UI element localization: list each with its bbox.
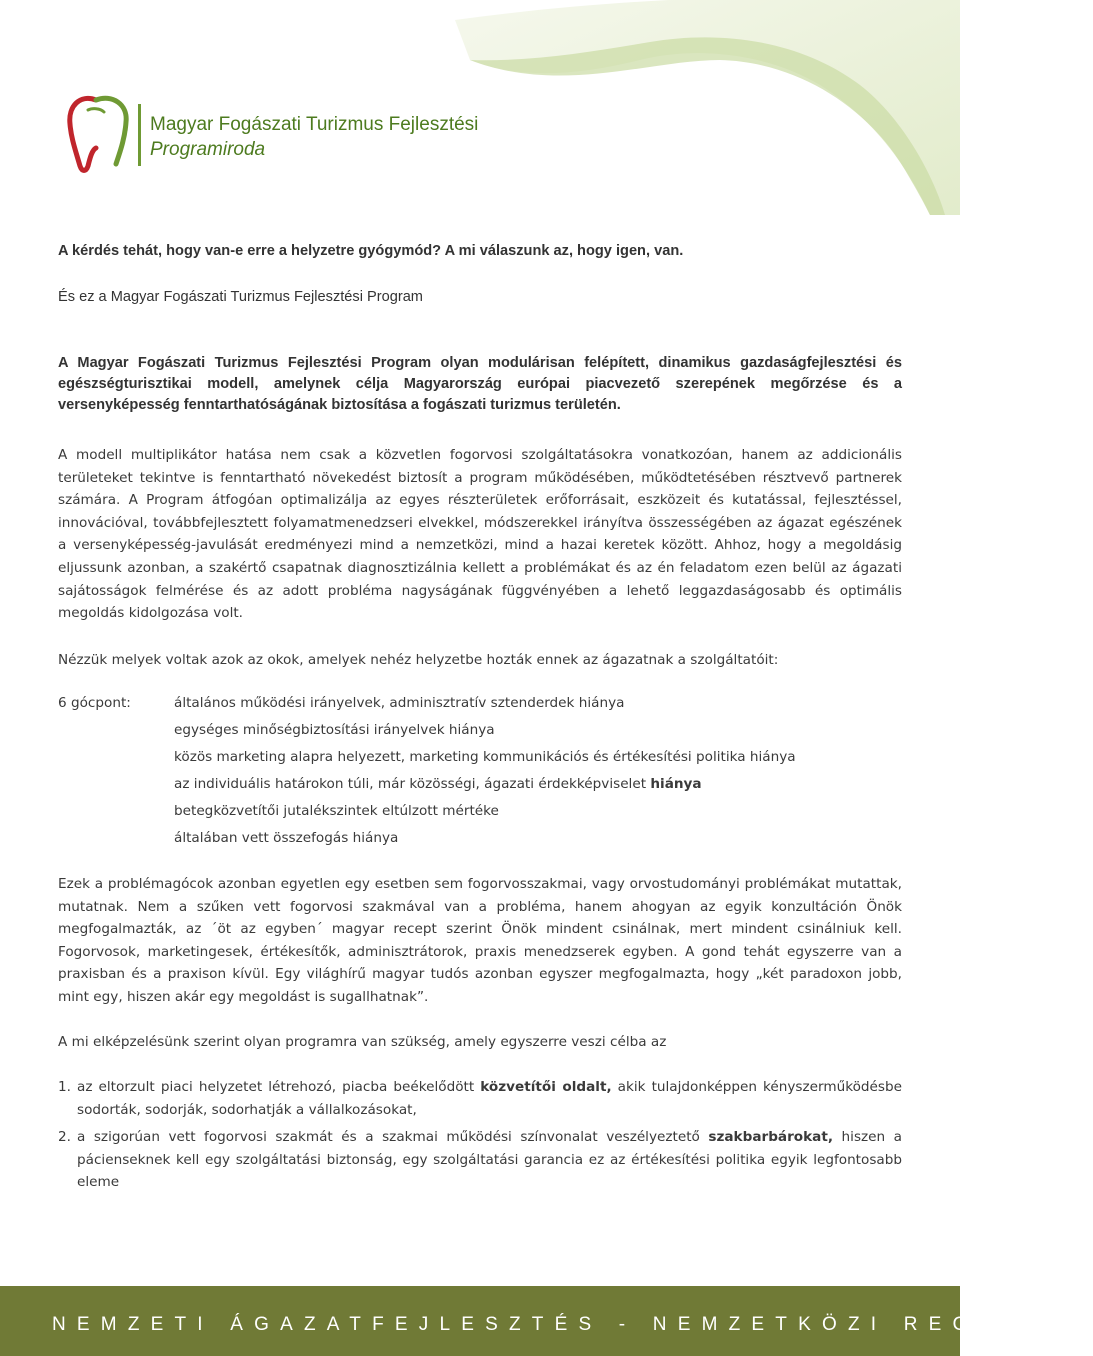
emphasis: szakbarbárokat, (708, 1129, 834, 1146)
list-item: egységes minőségbiztosítási irányelvek hiánya (174, 722, 495, 738)
body-paragraph: A modell multiplikátor hatása nem csak a közvetlen fogorvosi szolgáltatásokra vonatkozóan, hanem az addicionális területeket tekintve is fenntartható növekedést biztosít a program működésében, működtetésében résztvevő partnerek számára. A Program átfogóan optimalizálja az egyes részterületek erőforrásait, eszközeit és kutatással, fejlesztéssel, innovációval, továbbfejlesztett folyamatmenedzseri elvekkel, módszerekkel irányítva összességében az ágazat egészének a versenyképesség-javulását eredményezi mind a nemzetközi, mind a hazai keretek között. Ahhoz, hogy a megoldásig eljussunk azonban, a szakértő csapatnak diagnosztizálnia kellett a problémákat és az én feladatom ezen belül az ágazati sajátosságok felmérése és az adott probléma nagyságának függvényében a lehető leggazdaságosabb és optimális megoldás kidolgozása volt. (58, 447, 902, 622)
header-decoration (0, 0, 960, 230)
emphasis: hiánya (650, 776, 702, 792)
footer-text: NEMZETI ÁGAZATFEJLESZTÉS - NEMZETKÖZI RECEPTJE (52, 1314, 1093, 1335)
intro-paragraph: A Magyar Fogászati Turizmus Fejlesztési Program olyan modulárisan felépített, dinamikus gazdaságfejlesztési és egészségturisztikai modell, amelynek célja Magyarország európai piacvezető szerepének megőrzése és a versenyképesség fenntarthatóságának biztosítása a fogászati turizmus területén. (58, 355, 902, 413)
logo-divider (138, 104, 141, 166)
list-item: általában vett összefogás hiánya (174, 830, 399, 846)
gocpont-list (174, 692, 914, 854)
org-name: Magyar Fogászati Turizmus Fejlesztési (150, 114, 479, 135)
list-item: közös marketing alapra helyezett, marketing kommunikációs és értékesítési politika hiánya (174, 749, 796, 765)
list-item: az individuális határokon túli, már közösségi, ágazati érdekképviselet hiánya (174, 776, 702, 792)
causes-question: Nézzük melyek voltak azok az okok, amelyek nehéz helyzetbe hozták ennek az ágazatnak a szolgáltatóit: (58, 652, 779, 668)
program-title: És ez a Magyar Fogászati Turizmus Fejlesztési Program (58, 289, 423, 305)
numbered-list (58, 1076, 902, 1199)
tooth-logo-icon (66, 92, 132, 174)
emphasis: közvetítői oldalt, (480, 1079, 612, 1095)
list-item: általános működési irányelvek, adminisztratív sztenderdek hiánya (174, 695, 625, 711)
list-item: 1. az eltorzult piaci helyzetet létrehozó, piacba beékelődött közvetítői oldalt, akik tulajdonképpen kényszerműködésbe sodorták, sodorják, sodorhatják a vállalkozásokat, (58, 1079, 902, 1118)
org-subtitle: Programiroda (150, 139, 266, 160)
body-paragraph: Ezek a problémagócok azonban egyetlen egy esetben sem fogorvosszakmai, vagy orvostudományi problémákat mutattak, mutatnak. Nem a szűken vett fogorvosi szakmával van a probléma, hanem ahogyan az egyik konzultáción Önök megfogalmazták, az ´öt az egyben´ magyar recept szerint Önök mindent csinálnak, mert mindent csinálniuk kell. Fogorvosok, marketingesek, értékesítők, adminisztrátorok, praxis menedzserek egyben. A gond tehát egyszerre van a praxisban és a praxison kívül. Egy világhírű magyar tudós azonban egyszer megfogalmazta, hogy „két paradoxon jobb, mint egy, hiszen akár egy megoldást is sugallhatnak”. (58, 876, 902, 1005)
question-line: A kérdés tehát, hogy van-e erre a helyzetre gyógymód? A mi válaszunk az, hogy igen, van. (58, 243, 684, 259)
gocpont-label: 6 gócpont: (58, 695, 131, 711)
list-item: 2. a szigorúan vett fogorvosi szakmát és a szakmai működési színvonalat veszélyeztető szakbarbárokat, hiszen a pácienseknek kell egy szolgáltatási biztonság, egy szolgáltatási garancia ez az értékesítési politika egyik legfontosabb eleme (58, 1129, 902, 1191)
list-item: betegközvetítői jutalékszintek eltúlzott mértéke (174, 803, 499, 819)
vision-intro: A mi elképzelésünk szerint olyan programra van szükség, amely egyszerre veszi célba az (58, 1034, 667, 1050)
